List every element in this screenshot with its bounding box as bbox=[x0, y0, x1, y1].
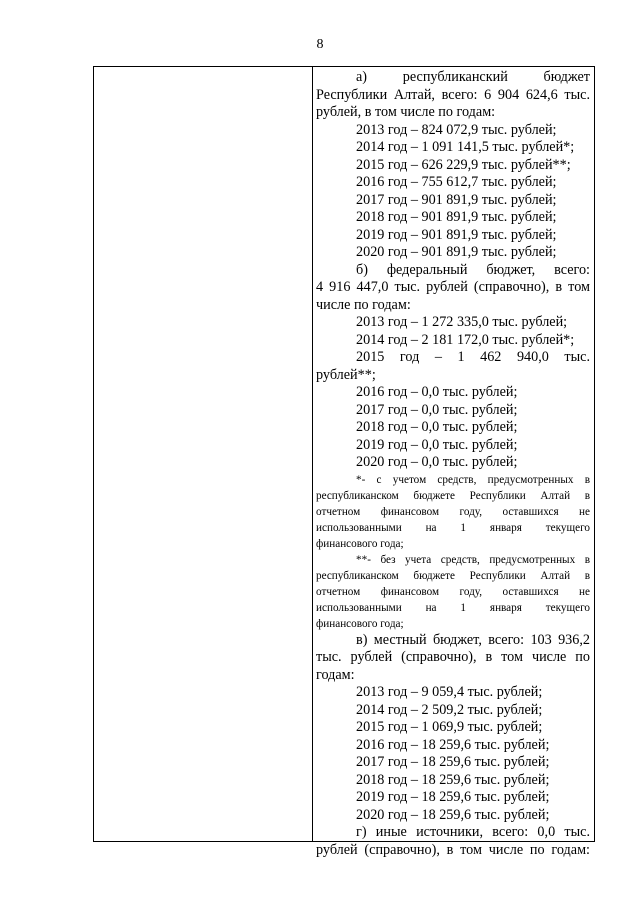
text-line: тыс. рублей (справочно), в том числе по bbox=[316, 649, 590, 665]
footnote-line: **- без учета средств, предусмотренных в bbox=[356, 553, 590, 566]
footnote-line: *- с учетом средств, предусмотренных в bbox=[356, 473, 590, 486]
footnote-line: отчетном финансовом году, оставшихся не bbox=[316, 505, 590, 518]
text-line: 2016 год – 18 259,6 тыс. рублей; bbox=[356, 736, 550, 753]
text-line: 2013 год – 9 059,4 тыс. рублей; bbox=[356, 684, 543, 700]
text-line: 2019 год – 18 259,6 тыс. рублей; bbox=[356, 789, 550, 805]
text-line: 2018 год – 901 891,9 тыс. рублей; bbox=[356, 209, 557, 225]
footnote-line: использованными на 1 января текущего bbox=[316, 601, 590, 614]
text-line: 2017 год – 0,0 тыс. рублей; bbox=[356, 401, 518, 418]
text-line: рублей**; bbox=[316, 366, 376, 383]
text-line: 2015 год – 626 229,9 тыс. рублей**; bbox=[356, 156, 571, 173]
text-line: в) местный бюджет, всего: 103 936,2 bbox=[356, 631, 590, 648]
text-line: 2016 год – 755 612,7 тыс. рублей; bbox=[356, 174, 557, 190]
right-cell bbox=[316, 69, 590, 859]
text-line: 2019 год – 0,0 тыс. рублей; bbox=[356, 436, 518, 453]
footnote-line: финансового года; bbox=[316, 537, 404, 550]
footnote-line: использованными на 1 января текущего bbox=[316, 521, 590, 534]
text-line: г) иные источники, всего: 0,0 тыс. bbox=[356, 824, 590, 840]
text-line: 2014 год – 2 181 172,0 тыс. рублей*; bbox=[356, 331, 575, 348]
text-line: 2015 год – 1 069,9 тыс. рублей; bbox=[356, 719, 543, 735]
text-line: 2013 год – 824 072,9 тыс. рублей; bbox=[356, 121, 557, 138]
text-line: числе по годам: bbox=[316, 296, 411, 313]
text-line: 2013 год – 1 272 335,0 тыс. рублей; bbox=[356, 314, 568, 330]
text-line: годам: bbox=[316, 666, 355, 683]
text-line: а) республиканский бюджет bbox=[356, 69, 590, 85]
text-line: 2019 год – 901 891,9 тыс. рублей; bbox=[356, 226, 557, 243]
text-line: 2020 год – 901 891,9 тыс. рублей; bbox=[356, 244, 557, 260]
page-number: 8 bbox=[316, 37, 324, 52]
column-divider bbox=[312, 67, 313, 841]
text-line: 2014 год – 2 509,2 тыс. рублей; bbox=[356, 701, 543, 718]
text-line: 2017 год – 18 259,6 тыс. рублей; bbox=[356, 754, 550, 770]
text-line: 2015 год – 1 462 940,0 тыс. bbox=[356, 349, 590, 365]
footnote-line: республиканском бюджете Республики Алтай в bbox=[316, 489, 590, 502]
text-line: Республики Алтай, всего: 6 904 624,6 тыс. bbox=[316, 86, 590, 103]
footnote-line: отчетном финансовом году, оставшихся не bbox=[316, 585, 590, 598]
footnote-line: финансового года; bbox=[316, 617, 404, 630]
text-line: 2018 год – 0,0 тыс. рублей; bbox=[356, 419, 518, 435]
table-frame bbox=[93, 66, 595, 858]
text-line: 2017 год – 901 891,9 тыс. рублей; bbox=[356, 191, 557, 208]
text-line: б) федеральный бюджет, всего: bbox=[356, 261, 590, 278]
footnote-line: республиканском бюджете Республики Алтай в bbox=[316, 569, 590, 582]
text-line: рублей (справочно), в том числе по годам: bbox=[316, 841, 590, 858]
text-line: 2020 год – 0,0 тыс. рублей; bbox=[356, 454, 518, 470]
text-line: 2014 год – 1 091 141,5 тыс. рублей*; bbox=[356, 139, 575, 155]
text-line: 2018 год – 18 259,6 тыс. рублей; bbox=[356, 771, 550, 788]
text-line: рублей, в том числе по годам: bbox=[316, 104, 496, 120]
text-line: 2020 год – 18 259,6 тыс. рублей; bbox=[356, 806, 550, 823]
text-line: 2016 год – 0,0 тыс. рублей; bbox=[356, 384, 518, 400]
text-line: 4 916 447,0 тыс. рублей (справочно), в том bbox=[316, 279, 590, 295]
